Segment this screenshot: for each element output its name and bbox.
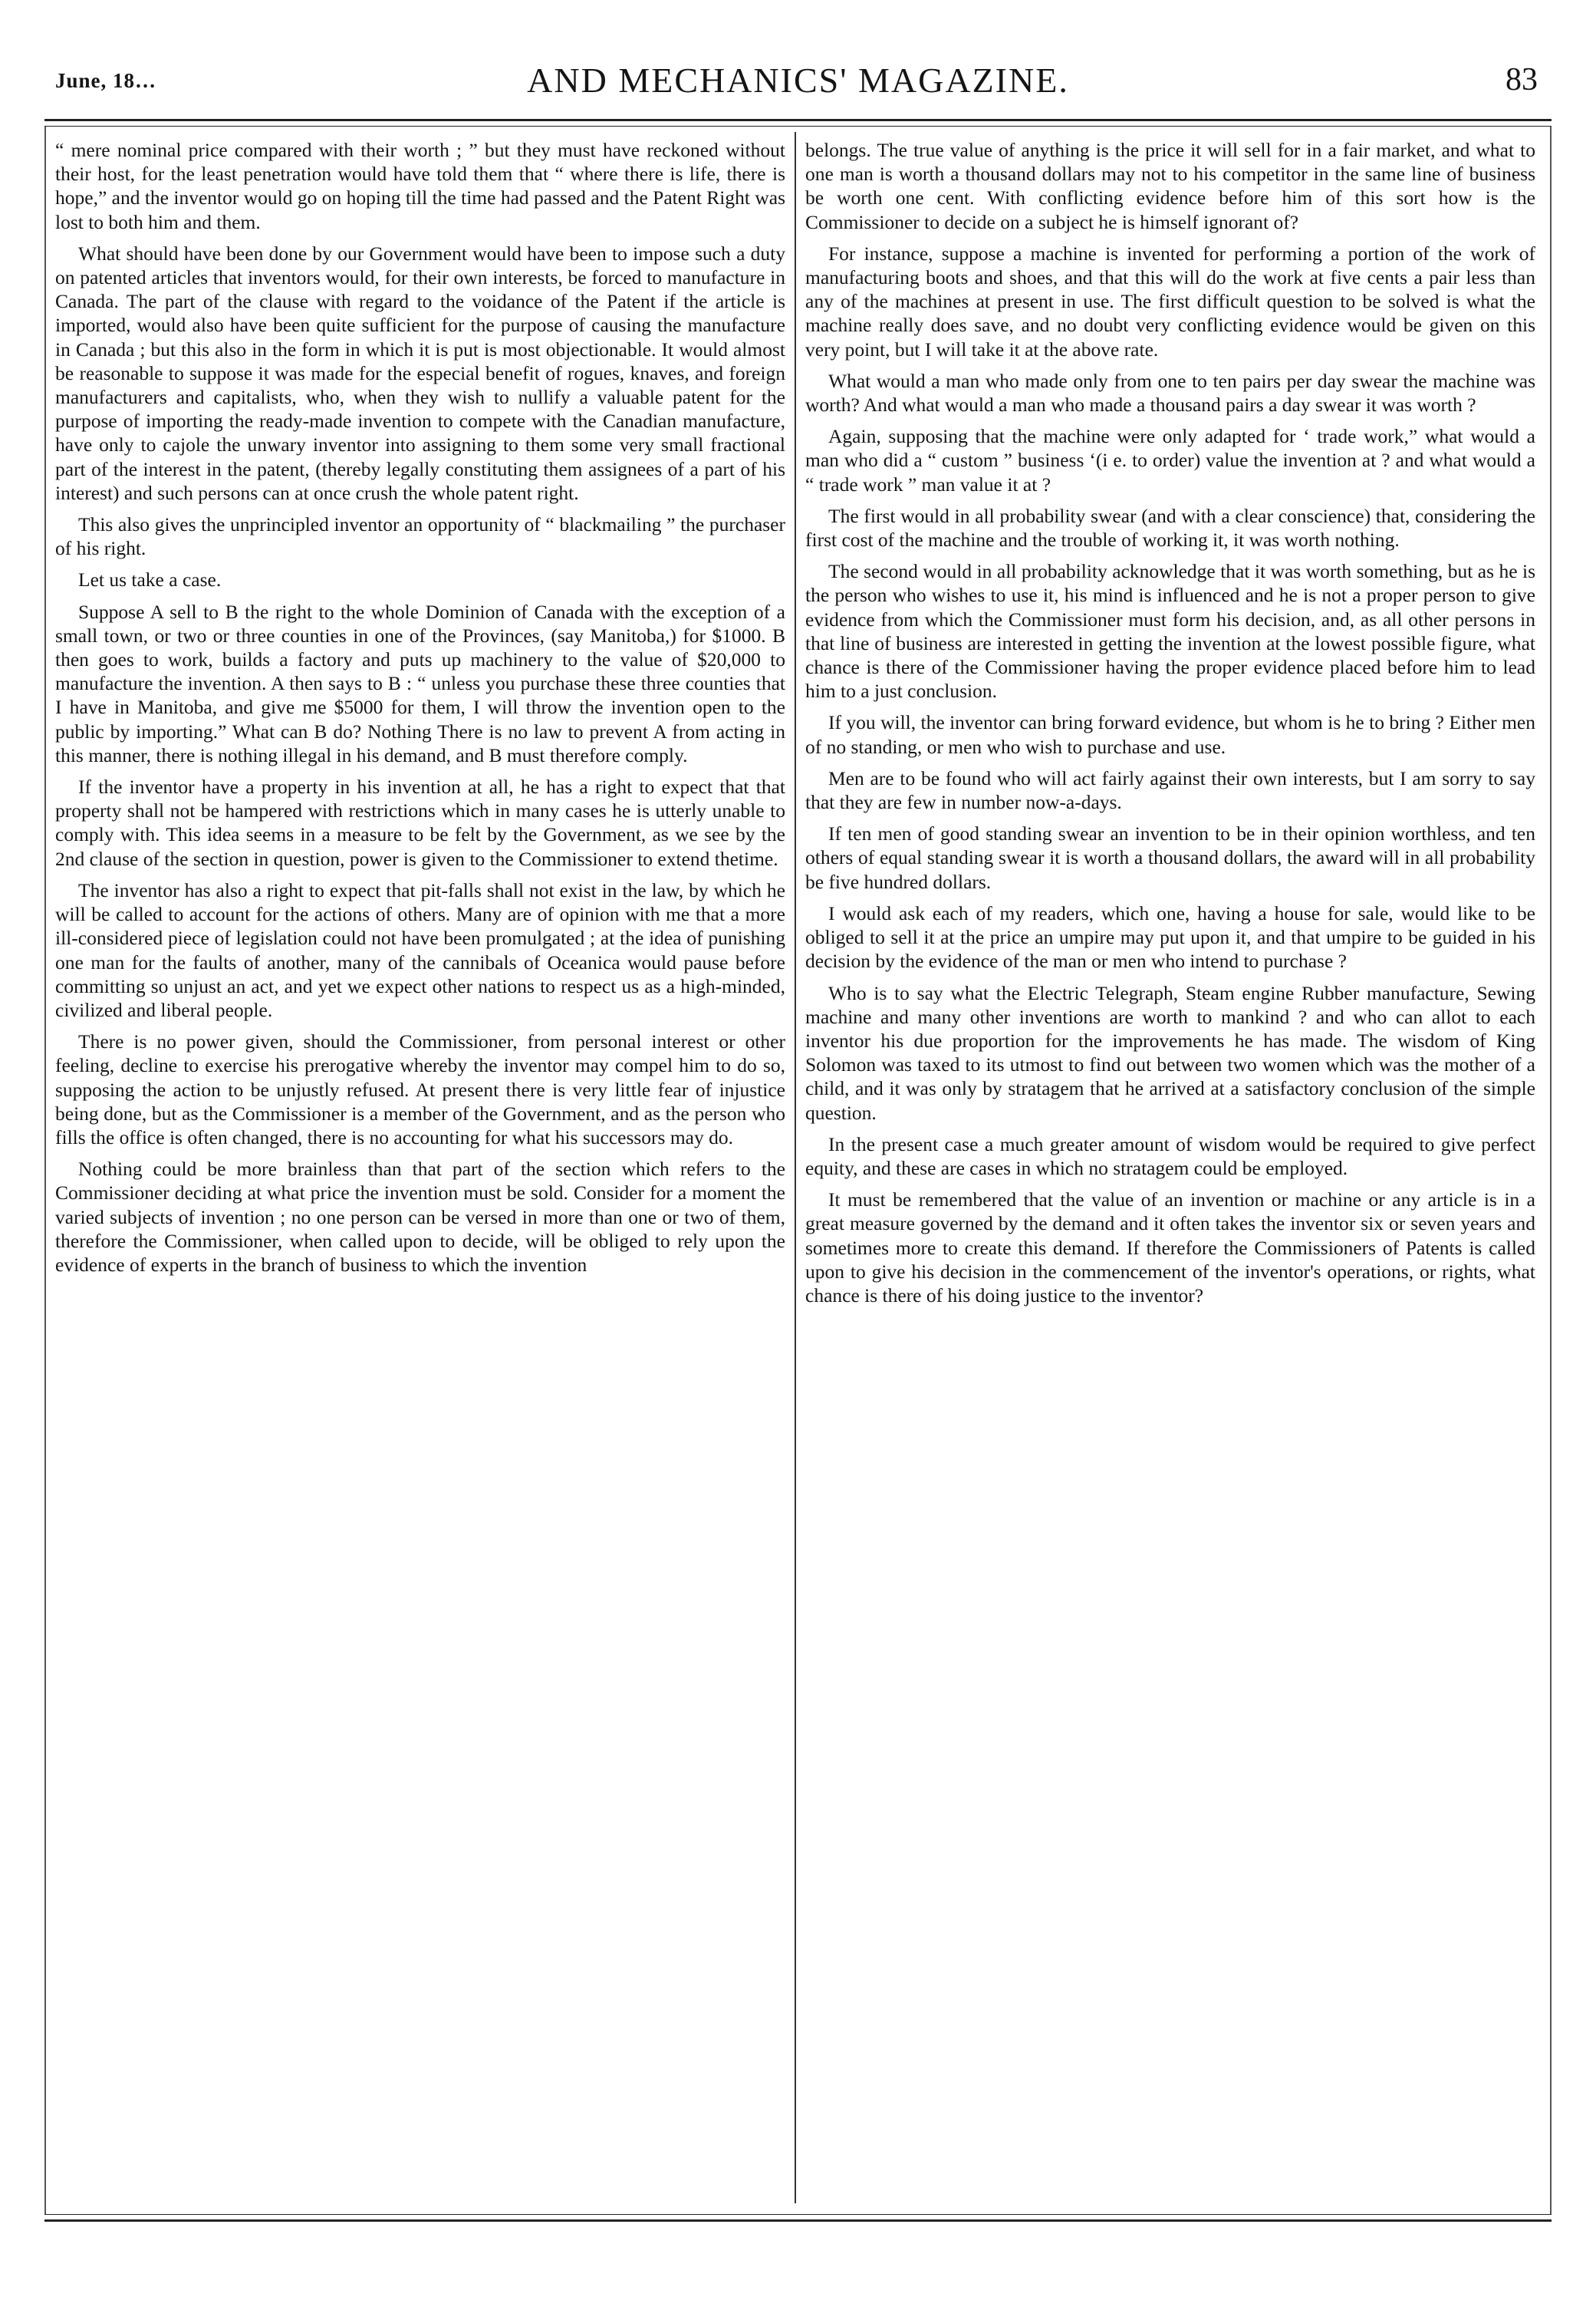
paragraph: belongs. The true value of anything is the price it will sell for in a fair market, and what to one man is worth a thousand dollars may not to his competitor in the same line of business be worth one cent. With conflicting evidence before him of this sort how is the Commissioner to decide on a subject he is himself ignorant of?: [805, 139, 1535, 233]
paragraph: Let us take a case.: [78, 568, 222, 591]
paragraph: In the present case a much greater amount of wisdom would be required to give perfect equity, and these are cases in which no stratagem could be employed.: [805, 1132, 1535, 1179]
paragraph: Men are to be found who will act fairly against their own interests, but I am sorry to say that they are few in number now-a-days.: [805, 766, 1535, 814]
bottom-rule: [44, 2214, 1552, 2222]
paragraph: There is no power given, should the Commissioner, from personal interest or other feeling, decline to exercise his prerogative whereby the inventor may compel him to do so, supposing the action to be unjustly refused. At present there is very little fear of injustice being done, but as the Commissioner is a member of the Government, and as the person who fills the office is often changed, there is no accounting for what his successors may do.: [55, 1030, 785, 1148]
column-divider: [795, 132, 796, 2203]
paragraph: What should have been done by our Government would have been to impose such a duty on patented articles that inventors would, for their own interests, be forced to manufacture in Canada. The part of the clause with regard to the voidance of the Patent if the article is imported, would also have been quite sufficient for the purpose of causing the manufacture in Canada ; but this also in the form in which it is put is most objectionable. It would almost be reasonable to suppose it was made for the especial benefit of rogues, knaves, and foreign manufacturers and capitalists, who, when they wish to nullify a valuable patent for the purpose of importing the ready-made invention to compete with the Canadian manufacture, have only to cajole the unwary inventor into assigning to them some very small fractional part of the interest in the patent, (thereby legally constituting them assignees of a part of his interest) and such persons can at once crush the whole patent right.: [55, 242, 785, 504]
paragraph: If you will, the inventor can bring forward evidence, but whom is he to bring ? Either men of no standing, or men who wish to purchase and use.: [805, 711, 1535, 758]
page-number: 83: [1506, 62, 1538, 97]
paragraph: If ten men of good standing swear an invention to be in their opinion worthless, and ten others of equal standing swear it is worth a thousand dollars, the award will in all probability be five hundred dollars.: [805, 822, 1535, 893]
paragraph: The inventor has also a right to expect that pit-falls shall not exist in the law, by which he will be called to account for the actions of others. Many are of opinion with me that a more ill-considered piece of legislation could not have been promulgated ; at the idea of punishing one man for the faults of another, many of the cannibals of Oceanica would pause before committing so unjust an act, and yet we expect other nations to respect us as a high-minded, civilized and liberal people.: [55, 878, 785, 1021]
paragraph: Who is to say what the Electric Telegraph, Steam engine Rubber manufacture, Sewing machine and many other inventions are worth to mankind ? and who can allot to each inventor his due proportion for the improvements he has made. The wisdom of King Solomon was taxed to its utmost to find out between two women which was the mother of a child, and it was only by stratagem that he arrived at a satisfactory conclusion of the simple question.: [805, 981, 1535, 1124]
top-rule: [44, 119, 1552, 127]
magazine-title: AND MECHANICS' MAGAZINE.: [527, 61, 1069, 100]
right-column: [805, 138, 1535, 1315]
page-header: [54, 60, 1542, 106]
right-border-rule: [1550, 127, 1552, 2215]
paragraph: The first would in all probability swear (and with a clear conscience) that, considering the first cost of the machine and the trouble of working it, it was worth nothing.: [805, 504, 1535, 552]
paragraph: For instance, suppose a machine is invented for performing a portion of the work of manufacturing boots and shoes, and that this will do the work at five cents a pair less than any of the machines at present in use. The first difficult question to be solved is what the machine really does save, and no doubt very conflicting evidence would be given on this very point, but I will take it at the above rate.: [805, 242, 1535, 361]
left-column: [55, 138, 785, 1284]
header-date: June, 18…: [55, 69, 157, 92]
paragraph: Again, supposing that the machine were only adapted for ‘ trade work,” what would a man who did a “ custom ” business ‘(i e. to order) value the invention at ? and what would a “ trade work ” man value it at ?: [805, 425, 1535, 496]
paragraph: It must be remembered that the value of an invention or machine or any article is in a great measure governed by the demand and it often takes the inventor six or seven years and sometimes more to create this demand. If therefore the Commissioners of Patents is called upon to give his decision in the commencement of the inventor's operations, or rights, what chance is there of his doing justice to the inventor?: [805, 1188, 1535, 1306]
paragraph: Nothing could be more brainless than that part of the section which refers to the Commissioner deciding at what price the invention must be sold. Consider for a moment the varied subjects of invention ; no one person can be versed in more than one or two of them, therefore the Commissioner, when called upon to decide, will be obliged to rely upon the evidence of experts in the branch of business to which the invention: [55, 1158, 785, 1276]
paragraph: Suppose A sell to B the right to the whole Dominion of Canada with the exception of a small town, or two or three counties in one of the Provinces, (say Manitoba,) for $1000. B then goes to work, builds a factory and puts up machinery to the value of $20,000 to manufacture the invention. A then says to B : “ unless you purchase these three counties that I have in Manitoba, and give me $5000 for them, I will throw the invention open to the public by importing.” What can B do? Nothing There is no law to prevent A from acting in this manner, there is nothing illegal in his demand, and B must therefore comply.: [55, 600, 785, 766]
left-border-rule: [44, 127, 46, 2215]
paragraph: The second would in all probability acknowledge that it was worth something, but as he is the person who wishes to use it, his mind is influenced and he is not a proper person to give evidence from which the Commissioner must form his decision, and, as all other persons in that line of business are interested in getting the invention at the lowest possible figure, what chance is there of the Commissioner having the proper evidence placed before him to lead him to a just conclusion.: [805, 560, 1535, 703]
paragraph: I would ask each of my readers, which one, having a house for sale, would like to be obliged to sell it at the price an umpire may put upon it, and that umpire to be guided in his decision by the evidence of the man or men who intend to purchase ?: [805, 901, 1535, 973]
paragraph: What would a man who made only from one to ten pairs per day swear the machine was worth? And what would a man who made a thousand pairs a day swear it was worth ?: [805, 369, 1535, 417]
paragraph: This also gives the unprincipled inventor an opportunity of “ blackmailing ” the purchaser of his right.: [55, 513, 785, 560]
paragraph: “ mere nominal price compared with their worth ; ” but they must have reckoned without their host, for the least penetration would have told them that “ where there is life, there is hope,” and the inventor would go on hoping till the time had passed and the Patent Right was lost to both him and them.: [55, 139, 785, 233]
paragraph: If the inventor have a property in his invention at all, he has a right to expect that that property shall not be hampered with restrictions which in many cases he is utterly unable to comply with. This idea seems in a measure to be felt by the Government, as we see by the 2nd clause of the section in question, power is given to the Commissioner to extend thetime.: [55, 776, 785, 870]
